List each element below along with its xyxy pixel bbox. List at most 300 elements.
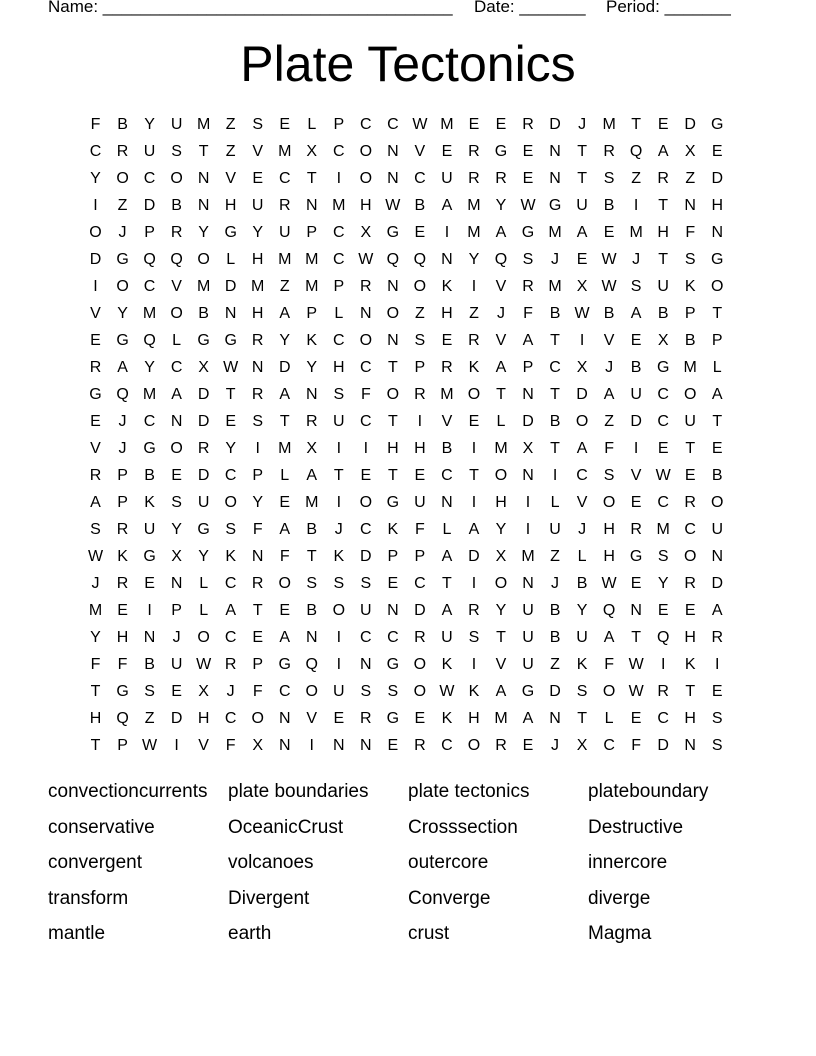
grid-letter[interactable]: M: [142, 385, 157, 403]
grid-letter[interactable]: P: [144, 223, 155, 241]
grid-letter[interactable]: P: [306, 304, 318, 322]
grid-letter[interactable]: D: [89, 250, 102, 268]
grid-letter[interactable]: O: [711, 277, 724, 295]
grid-letter[interactable]: R: [495, 736, 507, 754]
grid-letter[interactable]: E: [414, 466, 426, 484]
grid-letter[interactable]: C: [333, 223, 345, 241]
grid-letter[interactable]: U: [278, 223, 291, 241]
grid-letter[interactable]: Z: [279, 277, 290, 295]
grid-letter[interactable]: F: [604, 439, 614, 457]
grid-letter[interactable]: E: [684, 466, 696, 484]
grid-letter[interactable]: F: [252, 682, 263, 700]
grid-letter[interactable]: O: [467, 385, 481, 403]
grid-letter[interactable]: E: [657, 115, 669, 133]
grid-letter[interactable]: A: [657, 142, 669, 160]
grid-letter[interactable]: N: [711, 223, 724, 241]
grid-letter[interactable]: K: [684, 655, 696, 673]
grid-letter[interactable]: D: [170, 709, 183, 727]
grid-letter[interactable]: G: [89, 385, 102, 403]
grid-letter[interactable]: S: [603, 169, 615, 187]
grid-letter[interactable]: D: [630, 412, 642, 430]
grid-letter[interactable]: O: [197, 628, 210, 646]
grid-letter[interactable]: O: [683, 385, 697, 403]
grid-letter[interactable]: K: [387, 520, 399, 538]
grid-letter[interactable]: M: [440, 115, 454, 133]
grid-letter[interactable]: S: [603, 466, 615, 484]
grid-letter[interactable]: R: [224, 655, 237, 673]
grid-letter[interactable]: J: [496, 304, 505, 322]
grid-letter[interactable]: V: [495, 331, 507, 349]
grid-letter[interactable]: G: [548, 196, 562, 214]
grid-letter[interactable]: R: [684, 574, 696, 592]
grid-letter[interactable]: B: [549, 601, 561, 619]
grid-letter[interactable]: E: [711, 142, 723, 160]
grid-letter[interactable]: N: [387, 169, 399, 187]
grid-letter[interactable]: T: [550, 385, 560, 403]
grid-letter[interactable]: H: [684, 709, 696, 727]
grid-letter[interactable]: C: [360, 412, 372, 430]
grid-letter[interactable]: R: [278, 196, 291, 214]
grid-letter[interactable]: O: [197, 250, 210, 268]
grid-letter[interactable]: S: [684, 250, 696, 268]
grid-letter[interactable]: D: [197, 466, 210, 484]
grid-letter[interactable]: H: [603, 520, 615, 538]
grid-letter[interactable]: T: [306, 169, 317, 187]
grid-letter[interactable]: I: [471, 277, 477, 295]
grid-letter[interactable]: X: [360, 223, 372, 241]
grid-letter[interactable]: I: [471, 574, 477, 592]
grid-letter[interactable]: Y: [198, 547, 209, 565]
grid-letter[interactable]: I: [336, 655, 342, 673]
grid-letter[interactable]: W: [655, 466, 671, 484]
grid-letter[interactable]: O: [386, 304, 400, 322]
grid-letter[interactable]: T: [306, 547, 317, 565]
grid-letter[interactable]: X: [657, 331, 669, 349]
grid-letter[interactable]: N: [522, 574, 534, 592]
grid-letter[interactable]: M: [278, 142, 292, 160]
grid-letter[interactable]: O: [494, 574, 508, 592]
grid-letter[interactable]: X: [576, 736, 588, 754]
grid-letter[interactable]: E: [630, 709, 642, 727]
grid-letter[interactable]: A: [495, 358, 507, 376]
grid-letter[interactable]: R: [414, 628, 426, 646]
grid-letter[interactable]: B: [603, 196, 615, 214]
grid-letter[interactable]: V: [441, 412, 453, 430]
grid-letter[interactable]: W: [601, 250, 617, 268]
grid-letter[interactable]: N: [305, 196, 318, 214]
grid-letter[interactable]: T: [469, 466, 479, 484]
grid-letter[interactable]: E: [171, 466, 182, 484]
grid-letter[interactable]: B: [549, 628, 561, 646]
grid-letter[interactable]: M: [305, 493, 319, 511]
grid-letter[interactable]: P: [117, 736, 128, 754]
grid-letter[interactable]: N: [305, 385, 318, 403]
grid-letter[interactable]: U: [441, 169, 453, 187]
grid-letter[interactable]: H: [224, 196, 237, 214]
grid-letter[interactable]: S: [225, 520, 236, 538]
grid-letter[interactable]: T: [387, 358, 398, 376]
grid-letter[interactable]: U: [630, 385, 642, 403]
grid-letter[interactable]: N: [305, 628, 318, 646]
grid-letter[interactable]: Z: [631, 169, 642, 187]
grid-letter[interactable]: A: [495, 223, 507, 241]
grid-letter[interactable]: B: [684, 331, 696, 349]
grid-letter[interactable]: B: [657, 304, 669, 322]
grid-letter[interactable]: W: [142, 736, 158, 754]
grid-letter[interactable]: G: [386, 709, 400, 727]
grid-letter[interactable]: M: [251, 277, 265, 295]
grid-letter[interactable]: R: [630, 520, 642, 538]
grid-letter[interactable]: R: [89, 466, 102, 484]
grid-letter[interactable]: K: [117, 547, 128, 565]
grid-letter[interactable]: R: [468, 142, 480, 160]
grid-letter[interactable]: A: [576, 223, 588, 241]
grid-letter[interactable]: B: [414, 196, 426, 214]
grid-letter[interactable]: U: [414, 493, 426, 511]
grid-letter[interactable]: B: [144, 466, 155, 484]
grid-letter[interactable]: C: [224, 709, 237, 727]
grid-letter[interactable]: I: [363, 439, 369, 457]
grid-letter[interactable]: I: [471, 493, 477, 511]
grid-letter[interactable]: D: [278, 358, 291, 376]
grid-letter[interactable]: L: [442, 520, 452, 538]
grid-letter[interactable]: Y: [468, 250, 480, 268]
grid-letter[interactable]: X: [171, 547, 182, 565]
grid-letter[interactable]: U: [333, 682, 345, 700]
grid-letter[interactable]: E: [279, 115, 291, 133]
grid-letter[interactable]: O: [683, 547, 697, 565]
grid-letter[interactable]: U: [549, 520, 561, 538]
grid-letter[interactable]: A: [171, 385, 182, 403]
grid-letter[interactable]: I: [147, 601, 152, 619]
grid-letter[interactable]: C: [170, 358, 183, 376]
grid-letter[interactable]: E: [657, 439, 669, 457]
grid-letter[interactable]: T: [712, 304, 723, 322]
grid-letter[interactable]: E: [711, 439, 723, 457]
grid-letter[interactable]: G: [143, 439, 156, 457]
grid-letter[interactable]: E: [387, 574, 399, 592]
grid-letter[interactable]: B: [144, 655, 155, 673]
grid-letter[interactable]: O: [89, 223, 102, 241]
grid-letter[interactable]: A: [279, 304, 291, 322]
grid-letter[interactable]: N: [549, 142, 561, 160]
grid-letter[interactable]: P: [252, 655, 264, 673]
grid-letter[interactable]: I: [336, 439, 342, 457]
grid-letter[interactable]: D: [468, 547, 480, 565]
grid-letter[interactable]: R: [305, 412, 318, 430]
grid-letter[interactable]: E: [387, 736, 399, 754]
grid-letter[interactable]: I: [93, 196, 98, 214]
grid-letter[interactable]: G: [629, 547, 643, 565]
grid-letter[interactable]: C: [684, 520, 696, 538]
grid-letter[interactable]: W: [196, 655, 212, 673]
grid-letter[interactable]: M: [440, 385, 454, 403]
grid-letter[interactable]: H: [414, 439, 426, 457]
grid-letter[interactable]: M: [467, 196, 481, 214]
grid-letter[interactable]: U: [576, 628, 588, 646]
grid-letter[interactable]: H: [603, 547, 615, 565]
grid-letter[interactable]: Q: [170, 250, 183, 268]
grid-letter[interactable]: A: [576, 439, 588, 457]
grid-letter[interactable]: M: [602, 115, 616, 133]
grid-letter[interactable]: N: [387, 142, 399, 160]
grid-letter[interactable]: P: [414, 547, 426, 565]
grid-letter[interactable]: I: [471, 439, 477, 457]
grid-letter[interactable]: C: [360, 115, 372, 133]
grid-letter[interactable]: N: [360, 736, 372, 754]
grid-letter[interactable]: D: [360, 547, 372, 565]
grid-letter[interactable]: J: [632, 250, 641, 268]
grid-letter[interactable]: W: [412, 115, 428, 133]
grid-letter[interactable]: V: [252, 142, 264, 160]
grid-letter[interactable]: M: [656, 520, 670, 538]
grid-letter[interactable]: C: [387, 115, 399, 133]
grid-letter[interactable]: M: [521, 547, 535, 565]
grid-letter[interactable]: F: [685, 223, 696, 241]
grid-letter[interactable]: U: [576, 196, 588, 214]
grid-letter[interactable]: F: [252, 520, 263, 538]
grid-letter[interactable]: G: [116, 250, 129, 268]
grid-letter[interactable]: O: [575, 412, 589, 430]
grid-letter[interactable]: U: [360, 601, 372, 619]
grid-letter[interactable]: E: [468, 115, 480, 133]
grid-letter[interactable]: A: [306, 466, 318, 484]
grid-letter[interactable]: P: [117, 493, 128, 511]
grid-letter[interactable]: R: [360, 709, 372, 727]
grid-letter[interactable]: Y: [495, 601, 507, 619]
grid-letter[interactable]: R: [251, 331, 264, 349]
grid-letter[interactable]: M: [278, 439, 292, 457]
grid-letter[interactable]: K: [576, 655, 588, 673]
grid-letter[interactable]: R: [468, 331, 480, 349]
grid-letter[interactable]: I: [255, 439, 260, 457]
grid-letter[interactable]: Z: [117, 196, 128, 214]
grid-letter[interactable]: J: [578, 115, 587, 133]
grid-letter[interactable]: G: [521, 682, 535, 700]
grid-letter[interactable]: I: [552, 466, 558, 484]
grid-letter[interactable]: I: [715, 655, 720, 673]
grid-letter[interactable]: I: [633, 439, 639, 457]
grid-letter[interactable]: N: [278, 709, 291, 727]
grid-letter[interactable]: R: [468, 169, 480, 187]
grid-letter[interactable]: R: [197, 439, 210, 457]
grid-letter[interactable]: F: [415, 520, 425, 538]
grid-letter[interactable]: A: [630, 304, 642, 322]
grid-letter[interactable]: R: [441, 358, 453, 376]
grid-letter[interactable]: O: [305, 682, 318, 700]
grid-letter[interactable]: Z: [469, 304, 479, 322]
grid-letter[interactable]: U: [711, 520, 724, 538]
grid-letter[interactable]: H: [197, 709, 210, 727]
grid-letter[interactable]: Q: [143, 331, 156, 349]
grid-letter[interactable]: N: [197, 196, 210, 214]
grid-letter[interactable]: U: [143, 142, 156, 160]
grid-letter[interactable]: N: [441, 493, 453, 511]
grid-letter[interactable]: H: [441, 304, 453, 322]
grid-letter[interactable]: T: [712, 412, 723, 430]
grid-letter[interactable]: T: [252, 601, 263, 619]
grid-letter[interactable]: J: [578, 520, 587, 538]
grid-letter[interactable]: G: [278, 655, 291, 673]
grid-letter[interactable]: T: [387, 466, 398, 484]
grid-letter[interactable]: B: [171, 196, 182, 214]
grid-letter[interactable]: L: [712, 358, 722, 376]
grid-letter[interactable]: O: [170, 169, 183, 187]
grid-letter[interactable]: N: [684, 736, 696, 754]
grid-letter[interactable]: S: [90, 520, 101, 538]
grid-letter[interactable]: S: [468, 628, 480, 646]
grid-letter[interactable]: D: [197, 412, 210, 430]
grid-letter[interactable]: F: [90, 655, 101, 673]
grid-letter[interactable]: A: [603, 385, 615, 403]
grid-letter[interactable]: Q: [116, 709, 129, 727]
grid-letter[interactable]: W: [601, 277, 617, 295]
grid-letter[interactable]: Y: [306, 358, 318, 376]
grid-letter[interactable]: A: [441, 196, 453, 214]
grid-letter[interactable]: O: [359, 169, 373, 187]
grid-letter[interactable]: N: [549, 709, 561, 727]
grid-letter[interactable]: V: [306, 709, 318, 727]
grid-letter[interactable]: T: [279, 412, 290, 430]
grid-letter[interactable]: I: [525, 493, 531, 511]
grid-letter[interactable]: I: [660, 655, 666, 673]
grid-letter[interactable]: E: [279, 601, 291, 619]
grid-letter[interactable]: X: [495, 547, 507, 565]
grid-letter[interactable]: H: [468, 709, 480, 727]
grid-letter[interactable]: U: [251, 196, 264, 214]
grid-letter[interactable]: E: [279, 493, 291, 511]
grid-letter[interactable]: R: [170, 223, 183, 241]
grid-letter[interactable]: X: [252, 736, 264, 754]
grid-letter[interactable]: Y: [117, 304, 128, 322]
grid-letter[interactable]: X: [684, 142, 696, 160]
grid-letter[interactable]: B: [603, 304, 615, 322]
grid-letter[interactable]: L: [199, 574, 209, 592]
grid-letter[interactable]: E: [468, 412, 480, 430]
grid-letter[interactable]: U: [143, 520, 156, 538]
grid-letter[interactable]: K: [684, 277, 696, 295]
grid-letter[interactable]: T: [442, 574, 452, 592]
grid-letter[interactable]: C: [657, 412, 669, 430]
grid-letter[interactable]: Q: [602, 601, 616, 619]
grid-letter[interactable]: X: [576, 277, 588, 295]
grid-letter[interactable]: U: [522, 655, 534, 673]
grid-letter[interactable]: X: [198, 358, 209, 376]
grid-letter[interactable]: J: [118, 439, 127, 457]
grid-letter[interactable]: L: [226, 250, 236, 268]
grid-letter[interactable]: G: [224, 331, 237, 349]
grid-letter[interactable]: M: [196, 277, 211, 295]
grid-letter[interactable]: P: [711, 331, 723, 349]
grid-letter[interactable]: C: [657, 385, 669, 403]
grid-letter[interactable]: S: [252, 115, 264, 133]
grid-letter[interactable]: I: [633, 196, 639, 214]
grid-letter[interactable]: W: [358, 250, 374, 268]
grid-letter[interactable]: X: [306, 142, 318, 160]
grid-letter[interactable]: G: [386, 493, 400, 511]
grid-letter[interactable]: L: [577, 547, 587, 565]
grid-letter[interactable]: X: [306, 439, 318, 457]
grid-letter[interactable]: M: [494, 709, 508, 727]
grid-letter[interactable]: W: [223, 358, 239, 376]
grid-letter[interactable]: N: [522, 385, 534, 403]
grid-letter[interactable]: S: [630, 277, 642, 295]
grid-letter[interactable]: N: [549, 169, 561, 187]
grid-letter[interactable]: N: [387, 277, 399, 295]
grid-letter[interactable]: U: [684, 412, 696, 430]
grid-letter[interactable]: N: [143, 628, 156, 646]
grid-letter[interactable]: W: [520, 196, 536, 214]
grid-letter[interactable]: R: [89, 358, 102, 376]
grid-letter[interactable]: N: [224, 304, 237, 322]
grid-letter[interactable]: I: [336, 169, 342, 187]
grid-letter[interactable]: A: [279, 628, 291, 646]
grid-letter[interactable]: J: [551, 574, 560, 592]
grid-letter[interactable]: O: [224, 493, 237, 511]
grid-letter[interactable]: S: [711, 709, 723, 727]
grid-letter[interactable]: H: [251, 250, 264, 268]
grid-letter[interactable]: H: [711, 196, 724, 214]
grid-letter[interactable]: D: [197, 385, 210, 403]
grid-letter[interactable]: N: [684, 196, 696, 214]
grid-letter[interactable]: Y: [495, 520, 507, 538]
grid-letter[interactable]: C: [360, 358, 372, 376]
grid-letter[interactable]: O: [359, 493, 373, 511]
grid-letter[interactable]: R: [522, 277, 534, 295]
grid-letter[interactable]: T: [631, 628, 642, 646]
grid-letter[interactable]: K: [144, 493, 155, 511]
grid-letter[interactable]: N: [333, 736, 345, 754]
grid-letter[interactable]: N: [278, 736, 291, 754]
grid-letter[interactable]: C: [224, 628, 237, 646]
grid-letter[interactable]: R: [603, 142, 615, 160]
grid-letter[interactable]: A: [468, 520, 480, 538]
grid-letter[interactable]: B: [306, 520, 318, 538]
grid-letter[interactable]: P: [522, 358, 534, 376]
grid-letter[interactable]: E: [522, 142, 534, 160]
grid-letter[interactable]: U: [170, 115, 183, 133]
grid-letter[interactable]: O: [116, 169, 129, 187]
grid-letter[interactable]: O: [332, 601, 346, 619]
grid-letter[interactable]: B: [630, 358, 642, 376]
grid-letter[interactable]: E: [90, 412, 101, 430]
grid-letter[interactable]: Q: [143, 250, 156, 268]
grid-letter[interactable]: X: [522, 439, 534, 457]
grid-letter[interactable]: B: [711, 466, 723, 484]
grid-letter[interactable]: N: [197, 169, 210, 187]
grid-letter[interactable]: H: [657, 223, 669, 241]
grid-letter[interactable]: L: [604, 709, 614, 727]
grid-letter[interactable]: C: [603, 736, 615, 754]
grid-letter[interactable]: S: [171, 142, 182, 160]
grid-letter[interactable]: X: [198, 682, 209, 700]
grid-letter[interactable]: C: [360, 628, 372, 646]
grid-letter[interactable]: C: [360, 520, 372, 538]
grid-letter[interactable]: N: [360, 304, 372, 322]
grid-letter[interactable]: F: [90, 115, 101, 133]
grid-letter[interactable]: C: [278, 169, 291, 187]
grid-letter[interactable]: G: [521, 223, 535, 241]
grid-letter[interactable]: T: [225, 385, 236, 403]
grid-letter[interactable]: A: [495, 682, 507, 700]
grid-letter[interactable]: M: [142, 304, 157, 322]
grid-letter[interactable]: M: [629, 223, 643, 241]
grid-letter[interactable]: P: [333, 115, 345, 133]
grid-letter[interactable]: C: [333, 142, 345, 160]
grid-letter[interactable]: I: [336, 493, 342, 511]
grid-letter[interactable]: E: [630, 574, 642, 592]
grid-letter[interactable]: K: [441, 655, 453, 673]
